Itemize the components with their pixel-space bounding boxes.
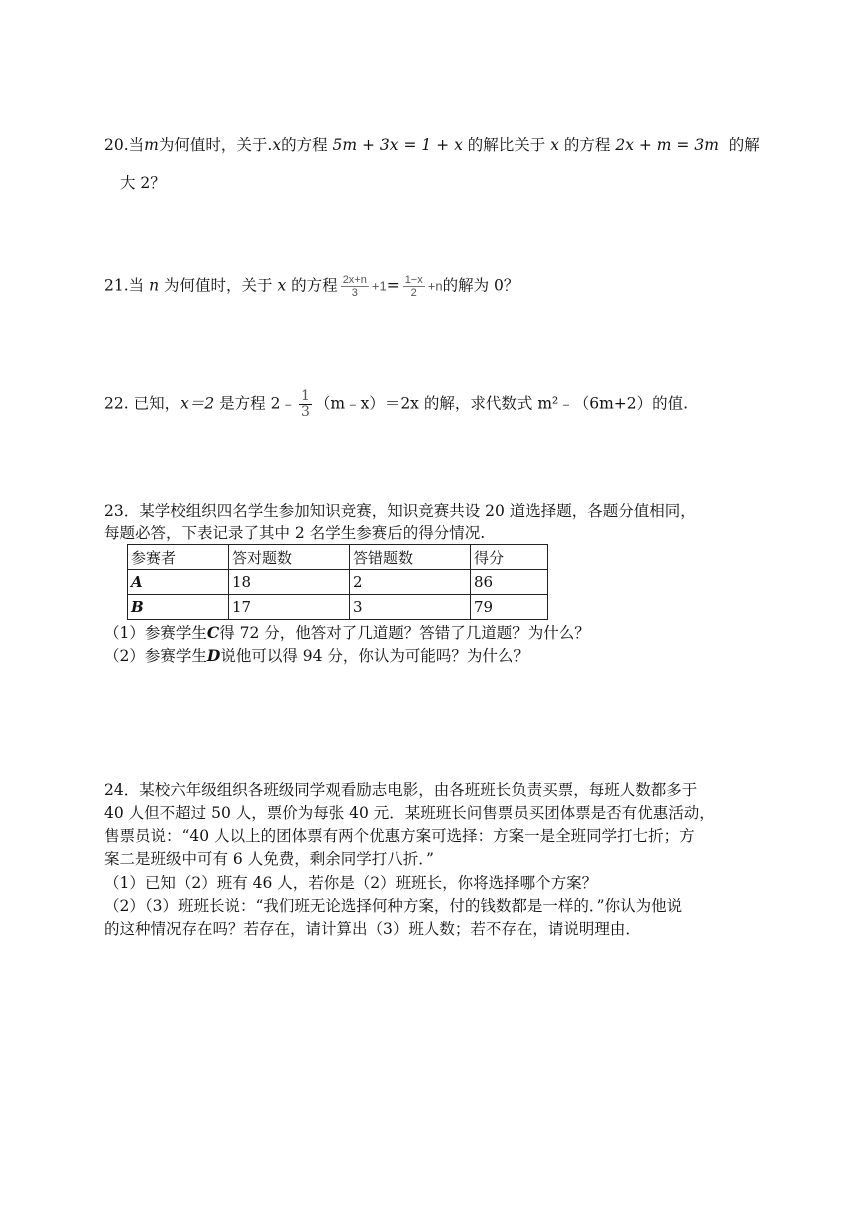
- sub-question-1: （1）参赛学生C得 72 分，他答对了几道题？答错了几道题？为什么？: [104, 623, 590, 642]
- question-text: 的方程: [281, 136, 328, 154]
- question-text: 的解: [728, 136, 760, 154]
- question-24-line: 案二是班级中可有 6 人免费，剩余同学打八折．”: [104, 850, 434, 868]
- table-cell: 17: [229, 595, 350, 620]
- question-24-line: 售票员说：“40 人以上的团体票有两个优惠方案可选择：方案一是全班同学打七折；方: [104, 827, 695, 845]
- equation-term: （m﹣x）＝2x: [314, 394, 419, 413]
- question-text: 是方程 2﹣: [219, 394, 296, 413]
- fraction-one-third: $\frac{1}{3}$: [300, 388, 310, 420]
- table-header: 参赛者: [128, 545, 229, 570]
- table-header: 答错题数: [350, 545, 471, 570]
- question-text: 的解为 0？: [442, 276, 520, 295]
- question-text: 的方程: [563, 136, 611, 154]
- question-number: 22.: [104, 394, 129, 413]
- equals-sign: =: [386, 276, 400, 295]
- equation-1: 5m + 3x = 1 + x: [332, 136, 463, 154]
- fraction-image-2: $\frac{1-x}{2}$: [404, 274, 423, 299]
- table-header: 答对题数: [229, 545, 350, 570]
- question-text: 当: [128, 276, 145, 295]
- question-23-line: 23．某学校组织四名学生参加知识竞赛，知识竞赛共设 20 道选择题，各题分值相同，: [104, 502, 696, 520]
- table-cell: A: [128, 570, 229, 595]
- table-cell: 79: [471, 595, 548, 620]
- question-text: 的解，求代数式: [423, 394, 533, 413]
- variable-x: x: [277, 276, 287, 295]
- variable-x: x: [272, 136, 282, 154]
- variable-m: m: [144, 136, 159, 154]
- variable-x: x: [550, 136, 559, 154]
- table-cell: 18: [229, 570, 350, 595]
- table-header: 得分: [471, 545, 548, 570]
- question-text: 的解比关于: [467, 136, 546, 154]
- question-21: [104, 274, 519, 299]
- table-cell: 2: [350, 570, 471, 595]
- table-row: [128, 570, 548, 595]
- question-text: 已知，: [133, 394, 181, 413]
- question-number: 20.: [104, 136, 129, 154]
- sub-question-2: （2）参赛学生D说他可以得 94 分，你认为可能吗？为什么？: [104, 646, 529, 665]
- table-row: [128, 595, 548, 620]
- condition: x＝2: [180, 394, 215, 413]
- variable-d: D: [206, 646, 221, 665]
- question-20: [104, 134, 760, 156]
- variable-n: n: [149, 276, 160, 295]
- expression: m²﹣（6m+2）: [537, 394, 653, 413]
- question-23-line: 每题必答，下表记录了其中 2 名学生参赛后的得分情况.: [104, 524, 486, 542]
- equation-term: +1: [371, 278, 387, 294]
- question-text: 当: [128, 136, 145, 154]
- variable-c: C: [206, 623, 220, 642]
- table-cell: B: [128, 595, 229, 620]
- table-cell: 86: [471, 570, 548, 595]
- question-22: [104, 389, 688, 420]
- fraction-image-1: $\frac{2x+n}{3}$: [342, 274, 367, 299]
- question-20-continuation: 大 2？: [120, 174, 166, 192]
- score-table: [127, 544, 548, 620]
- question-text: 为何值时，关于.: [158, 136, 273, 154]
- question-24-line: 的这种情况存在吗？若存在，请计算出（3）班人数；若不存在，请说明理由．: [104, 920, 641, 938]
- question-24-line: （1）已知（2）班有 46 人，若你是（2）班班长，你将选择哪个方案？: [104, 874, 598, 892]
- question-number: 21.: [104, 276, 129, 295]
- table-header-row: [128, 545, 548, 570]
- question-text: 为何值时，关于: [164, 276, 273, 295]
- table-cell: 3: [350, 595, 471, 620]
- question-24-line: 40 人但不超过 50 人，票价为每张 40 元．某班班长问售票员买团体票是否有优惠活动，: [104, 804, 715, 822]
- equation-2: 2x + m = 3m: [615, 136, 719, 154]
- question-24-line: 24．某校六年级组织各班级同学观看励志电影，由各班班长负责买票，每班人数都多于: [104, 781, 698, 799]
- question-24-line: （2）（3）班班长说：“我们班无论选择何种方案，付的钱数都是一样的．”你认为他说: [104, 897, 683, 915]
- question-text: 的方程: [291, 276, 338, 295]
- equation-term: +n: [427, 278, 443, 294]
- question-text: 的值.: [652, 394, 689, 413]
